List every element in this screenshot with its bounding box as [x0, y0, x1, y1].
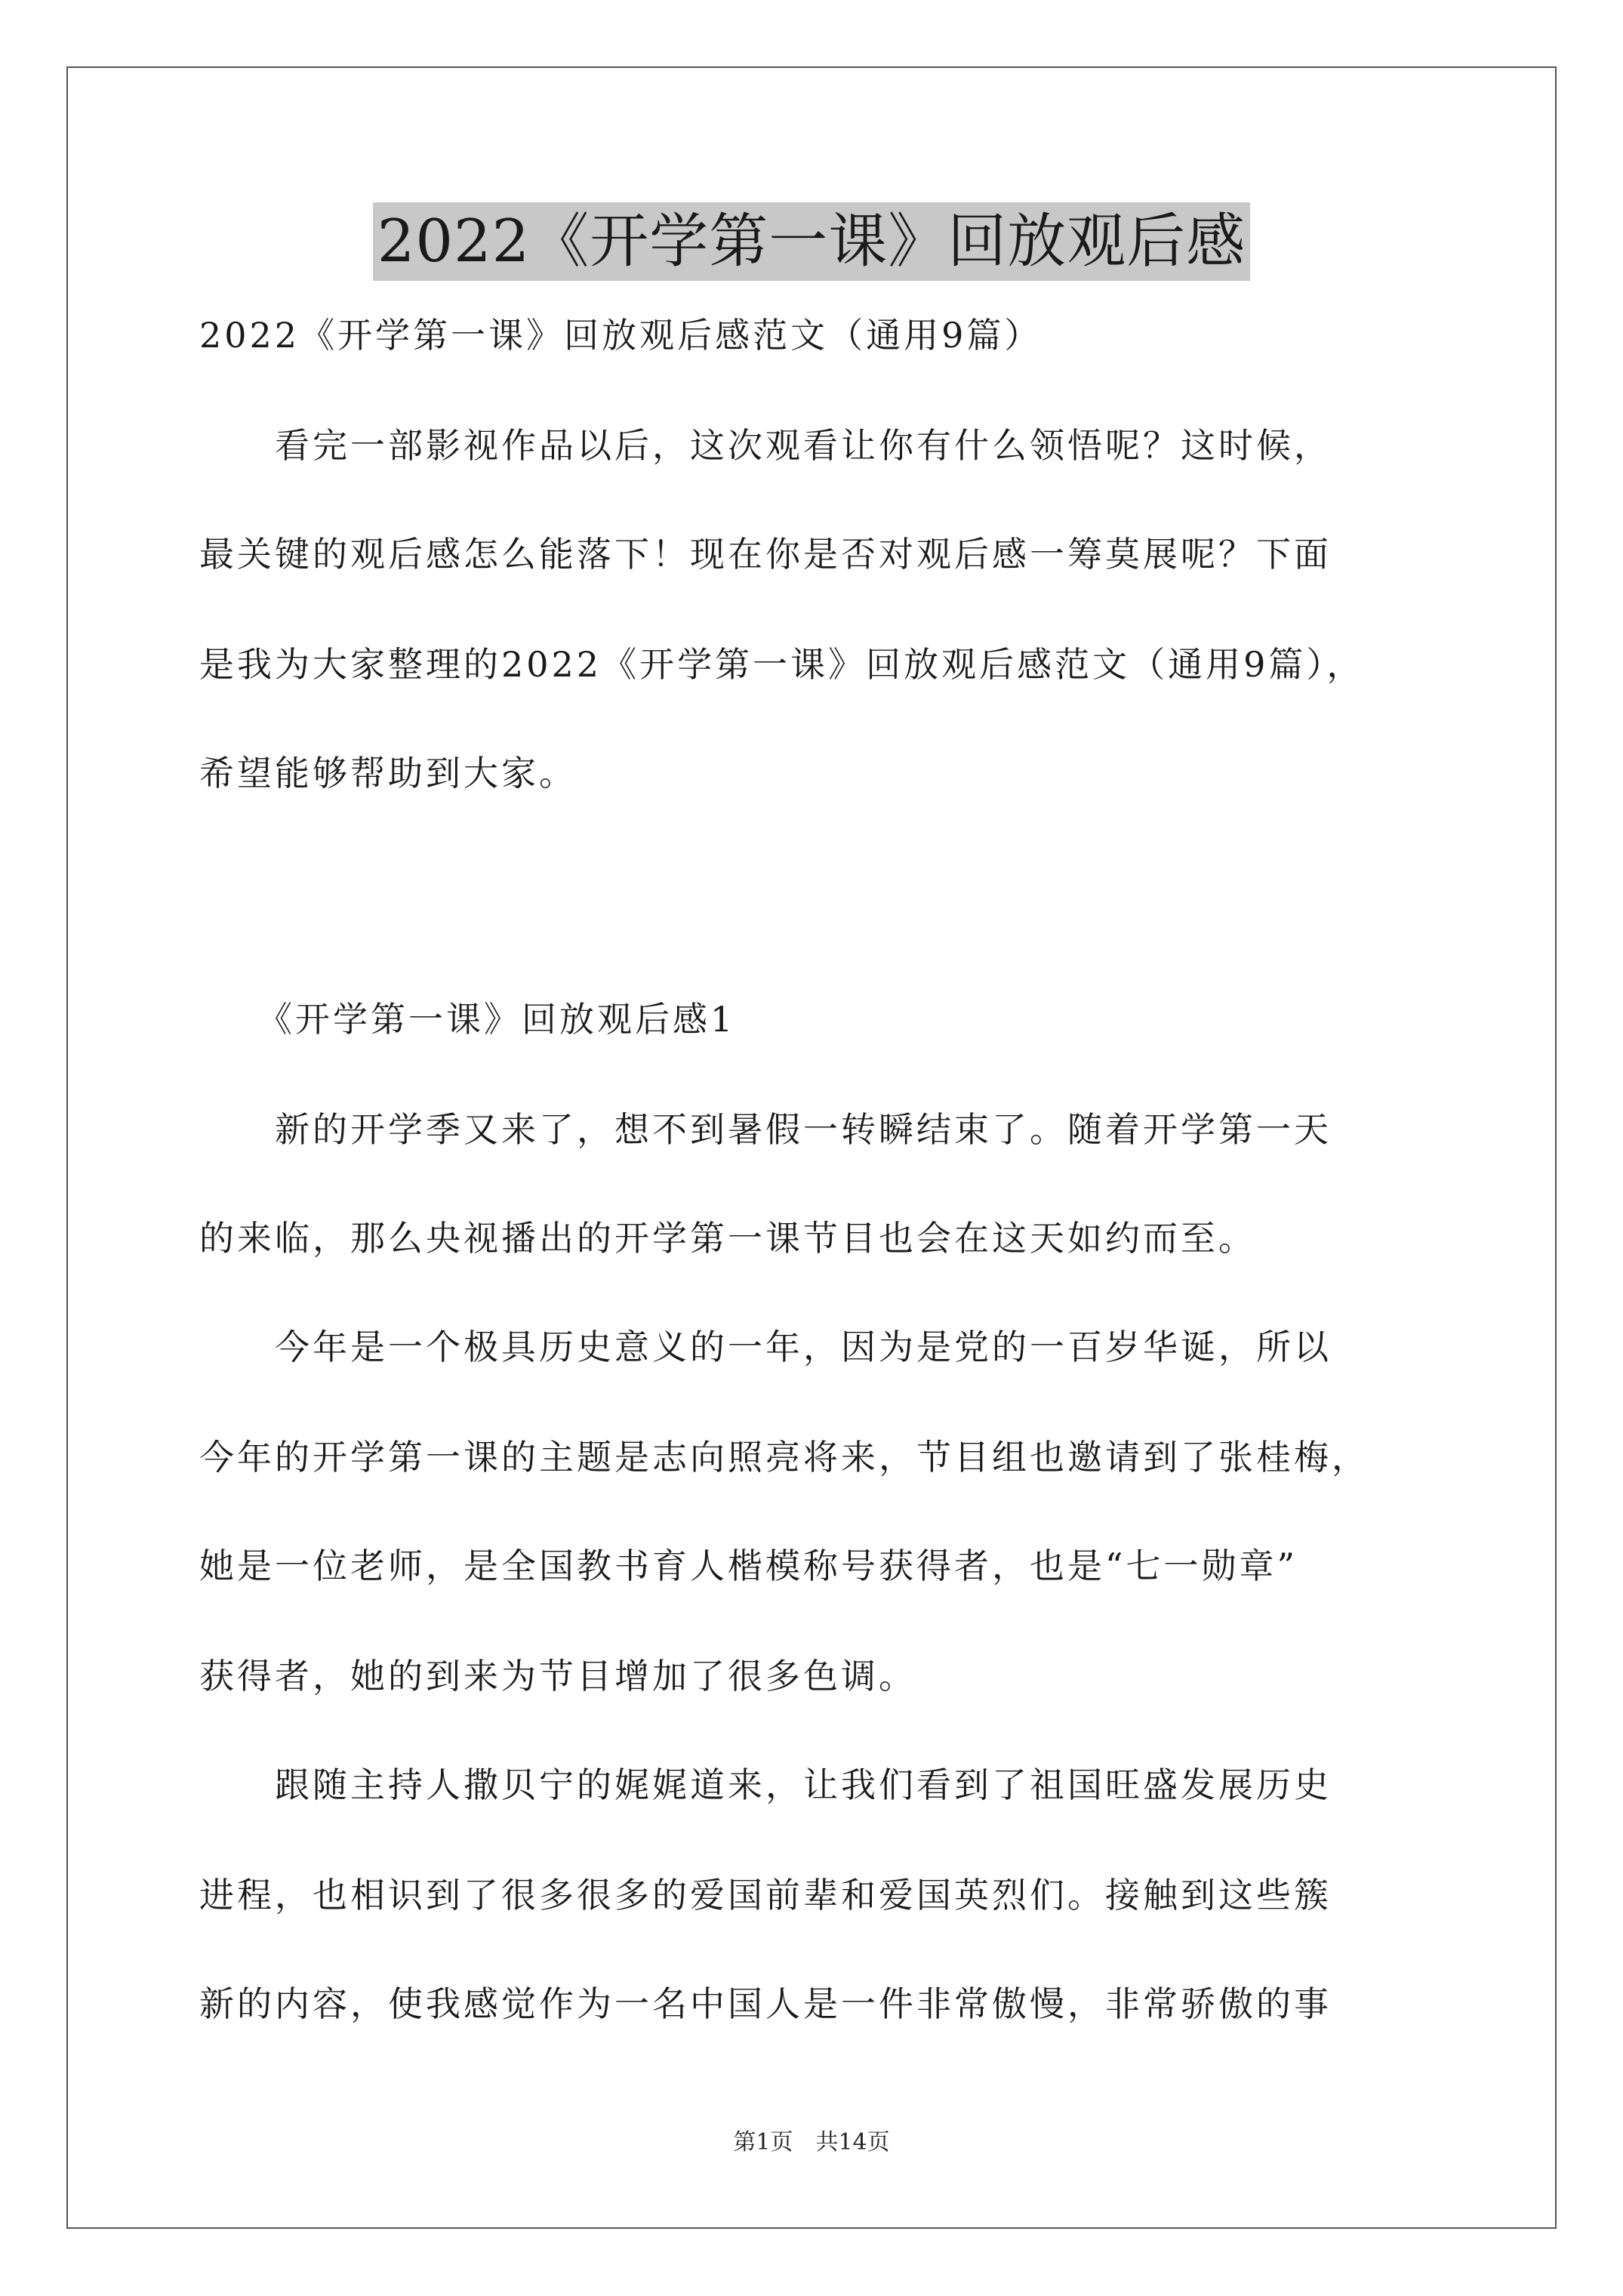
- para2-line-1: 今年是一个极具历史意义的一年，因为是党的一百岁华诞，所以: [199, 1327, 1332, 1367]
- para2-line-4: 获得者，她的到来为节目增加了很多色调。: [199, 1656, 916, 1697]
- title-container: [0, 202, 1623, 281]
- intro-line-4: 希望能够帮助到大家。: [199, 753, 577, 794]
- page-footer: 第1页 共14页: [733, 2129, 890, 2156]
- document-title: 2022《开学第一课》回放观后感: [373, 202, 1251, 281]
- document-subtitle: 2022《开学第一课》回放观后感范文（通用9篇）: [199, 315, 1042, 356]
- intro-line-2: 最关键的观后感怎么能落下！现在你是否对观后感一筹莫展呢？下面: [199, 534, 1332, 575]
- para1-line-2: 的来临，那么央视播出的开学第一课节目也会在这天如约而至。: [199, 1218, 1256, 1259]
- para3-line-1: 跟随主持人撒贝宁的娓娓道来，让我们看到了祖国旺盛发展历史: [199, 1764, 1332, 1805]
- para1-line-1: 新的开学季又来了，想不到暑假一转瞬结束了。随着开学第一天: [199, 1109, 1332, 1150]
- para3-line-3: 新的内容，使我感觉作为一名中国人是一件非常傲慢，非常骄傲的事: [199, 1983, 1332, 2024]
- intro-line-1: 看完一部影视作品以后，这次观看让你有什么领悟呢？这时候，: [199, 425, 1332, 466]
- intro-line-3: 是我为大家整理的2022《开学第一课》回放观后感范文（通用9篇），: [199, 644, 1365, 685]
- para3-line-2: 进程，也相识到了很多很多的爱国前辈和爱国英烈们。接触到这些簇: [199, 1875, 1332, 1915]
- para2-line-3: 她是一位老师，是全国教书育人楷模称号获得者，也是“七一勋章”: [199, 1546, 1298, 1586]
- section-heading: 《开学第一课》回放观后感1: [199, 999, 736, 1040]
- para2-line-2: 今年的开学第一课的主题是志向照亮将来，节目组也邀请到了张桂梅，: [199, 1437, 1369, 1478]
